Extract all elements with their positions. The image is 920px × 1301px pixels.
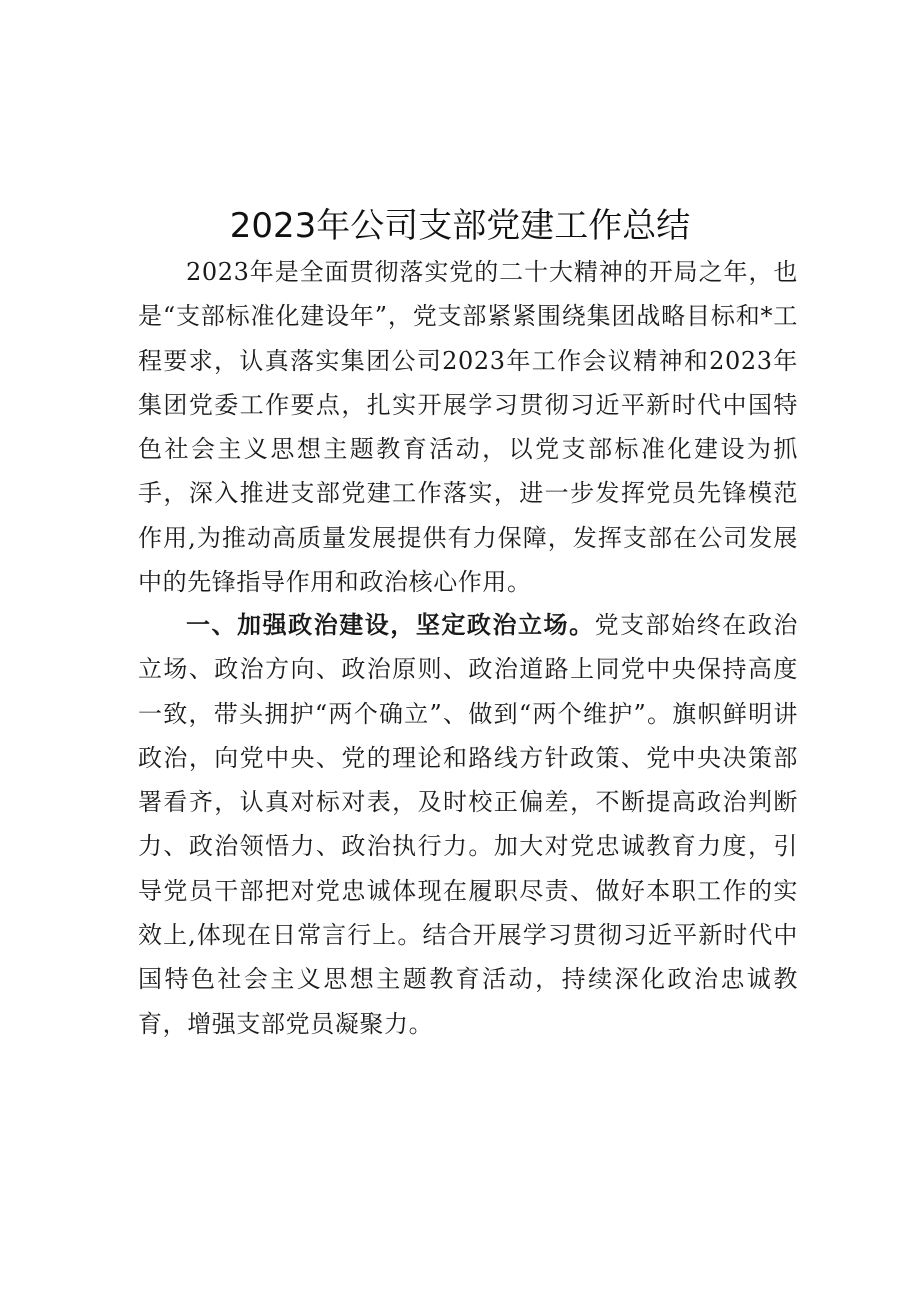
intro-paragraph-text: 2023年是全面贯彻落实党的二十大精神的开局之年，也是“支部标准化建设年”，党支部紧紧围绕集团战略目标和*工程要求，认真落实集团公司2023年工作会议精神和2023年集团党委工作要点，扎实开展学习贯彻习近平新时代中国特色社会主义思想主题教育活动，以党支部标准化建设为抓手，深入推进支部党建工作落实，进一步发挥党员先锋模范作用,为推动高质量发展提供有力保障，发挥支部在公司发展中的先锋指导作用和政治核心作用。 xyxy=(138,258,798,597)
section-1-heading: 一、加强政治建设，坚定政治立场。 xyxy=(186,611,595,639)
intro-paragraph xyxy=(138,250,798,604)
document-title: 2023年公司支部党建工作总结 xyxy=(229,206,691,246)
section-1-text: 党支部始终在政治立场、政治方向、政治原则、政治道路上同党中央保持高度一致，带头拥护“两个确立”、做到“两个维护”。旗帜鲜明讲政治，向党中央、党的理论和路线方针政策、党中央决策部署看齐，认真对标对表，及时校正偏差，不断提高政治判断力、政治领悟力、政治执行力。加大对党忠诚教育力度，引导党员干部把对党忠诚体现在履职尽责、做好本职工作的实效上,体现在日常言行上。结合开展学习贯彻习近平新时代中国特色社会主义思想主题教育活动，持续深化政治忠诚教育，增强支部党员凝聚力。 xyxy=(138,611,798,1038)
section-1-paragraph xyxy=(138,603,798,1046)
